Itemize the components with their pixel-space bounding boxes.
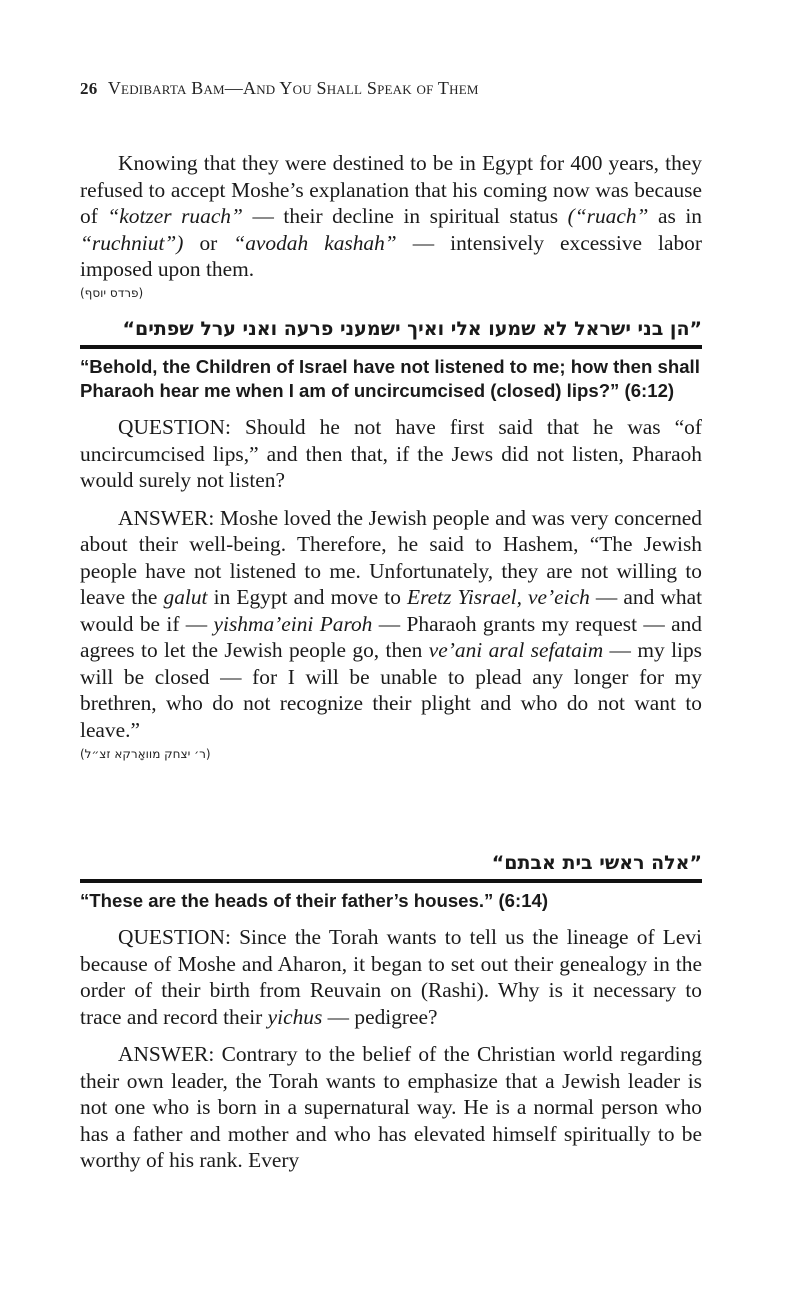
intro-source: (פרדס יוסף) (80, 285, 144, 300)
text-run: ANSWER: Contrary to the belief of the Christian world regarding their own leader, the Torah wants to emphasize that a Jewish leader is not one who is born in a supernatural way. He is a normal person who has a father and mother and who has elevated himself spiritually to be worthy of his rank. Every (80, 1042, 702, 1172)
page-number: 26 (80, 79, 98, 98)
text-run: — intensively excessive labor imposed upon them. (80, 230, 703, 281)
text-run: QUESTION: Since the Torah wants to tell us the lineage of Levi because of Moshe and Aharon, it began to set out their genealogy in the order of their birth from Reuvain on (Rashi). Why is it necessary to trace and record their (80, 925, 702, 1029)
text-run: — and what would be if — (80, 585, 703, 636)
verse-divider (80, 879, 702, 883)
italic-term: galut (163, 585, 208, 609)
english-verse-6-14: “These are the heads of their father’s houses.” (6:14) (80, 890, 549, 911)
text-run: — their decline in spiritual status (242, 204, 568, 228)
verse-divider (80, 345, 702, 349)
italic-term: “kotzer ruach” (107, 204, 243, 228)
intro-block (80, 150, 702, 300)
section-verse-6-14 (80, 852, 702, 1174)
text-run: — my lips will be closed — for I will be unable to plead any longer for my brethren, who do not recognize their plight and who do not want to leave.” (80, 638, 702, 742)
answer-paragraph-6-14 (80, 1041, 702, 1174)
italic-term: Eretz Yisrael, ve’eich (407, 585, 590, 609)
text-run: ANSWER: Moshe loved the Jewish people and was very concerned about their well-being. Therefore, he said to Hashem, “The Jewish people have not listened to me. Unfortunately, they are not willing to leave the (80, 505, 702, 609)
text-run: — pedigree? (322, 1004, 438, 1029)
source-6-12: (ר׳ יצחק מוואָרקא זצ״ל) (80, 747, 211, 761)
text-run: — Pharaoh grants my request — and agrees to let the Jewish people go, then (80, 611, 702, 662)
section-verse-6-12 (80, 318, 702, 761)
answer-paragraph-6-12 (80, 505, 702, 744)
question-paragraph-6-14 (80, 924, 702, 1030)
book-title: Vedibarta Bam—And You Shall Speak of Them (107, 78, 479, 98)
hebrew-verse-6-14: ”אלה ראשי בית אבתם“ (491, 852, 702, 874)
italic-term: “ruchniut”) (80, 230, 184, 255)
text-run: or (183, 230, 234, 255)
text-run: as in (648, 204, 703, 228)
book-page (80, 0, 702, 1300)
running-header (80, 78, 479, 99)
italic-term: (“ruach” (567, 204, 649, 228)
italic-term: yishma’eini Paroh (213, 611, 373, 636)
text-run: QUESTION: Should he not have first said that he was “of uncircumcised lips,” and then that, if the Jews did not listen, Pharaoh would surely not listen? (80, 415, 702, 492)
italic-term: yichus (267, 1004, 323, 1029)
hebrew-verse-6-12: ”הן בני ישראל לא שמעו אלי ואיך ישמעני פרעה ואני ערל שפתים“ (122, 318, 702, 340)
italic-term: ve’ani aral sefataim (428, 638, 604, 662)
intro-paragraph (80, 150, 702, 283)
english-verse-6-12: “Behold, the Children of Israel have not listened to me; how then shall Pharaoh hear me when I am of uncircumcised (closed) lips?” (6:12) (80, 356, 700, 401)
question-paragraph-6-12 (80, 414, 702, 494)
italic-term: “avodah kashah” (233, 230, 397, 255)
text-run: Knowing that they were destined to be in Egypt for 400 years, they refused to accept Moshe’s explanation that his coming now was because of (80, 151, 702, 228)
text-run: in Egypt and move to (207, 585, 408, 609)
